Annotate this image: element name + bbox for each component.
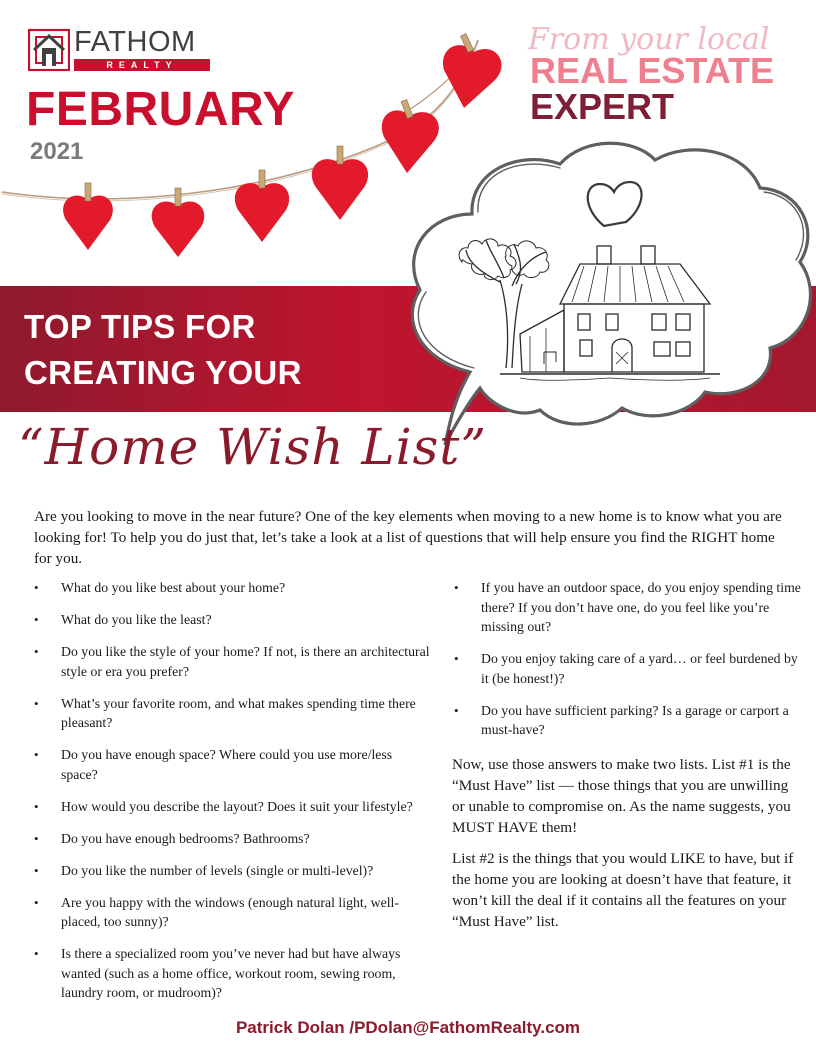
list-item: • Do you have enough space? Where could you use more/less space?: [32, 745, 432, 784]
intro-paragraph: Are you looking to move in the near future? One of the key elements when moving to a new home is to know what you are looking for! To help you do just that, let’s take a look at a list of questions that will help ensure you find the RIGHT home for you.: [34, 508, 782, 567]
expert-script-text: From your local: [528, 22, 770, 57]
list-item: • If you have an outdoor space, do you enjoy spending time there? If you don’t have one, do you feel like you’re missing out?: [452, 578, 804, 637]
must-have-paragraph: Now, use those answers to make two lists. List #1 is the “Must Have” list — those things that you are unwilling or unable to compromise on. As the name suggests, you MUST HAVE them!: [452, 755, 791, 836]
list-item: • What’s your favorite room, and what makes spending time there pleasant?: [32, 694, 432, 733]
list-item: • Do you have sufficient parking? Is a garage or carport a must-have?: [452, 701, 804, 740]
banner-title-line2: CREATING YOUR: [24, 354, 302, 391]
brand-name: FATHOM: [74, 26, 196, 58]
expert-heading-line2: EXPERT: [530, 86, 675, 127]
nice-to-have-paragraph: List #2 is the things that you would LIKE to have, but if the home you are looking at doesn’t have that feature, it won’t kill the deal if it contains all the features on your “Must Have” list.: [452, 849, 794, 930]
year-heading: 2021: [30, 138, 84, 165]
list-item: • Is there a specialized room you’ve never had but have always wanted (such as a home office, workout room, sewing room, laundry room, or mudroom)?: [32, 944, 432, 1003]
list-item: • Do you like the style of your home? If not, is there an architectural style or era you prefer?: [32, 642, 432, 681]
list-item: • How would you describe the layout? Does it suit your lifestyle?: [32, 797, 432, 817]
right-column: [452, 578, 804, 942]
list-item: • What do you like the least?: [32, 610, 432, 630]
left-column: [32, 578, 432, 1015]
fathom-logo-icon: [28, 28, 70, 72]
list-item: • Do you like the number of levels (single or multi-level)?: [32, 861, 432, 881]
wish-list-title: “Home Wish List”: [18, 418, 487, 476]
list-item: • Do you enjoy taking care of a yard… or feel burdened by it (be honest!)?: [452, 649, 804, 688]
month-heading: FEBRUARY: [26, 83, 295, 136]
left-bullet-list: [32, 578, 432, 1003]
list-item: • Are you happy with the windows (enough natural light, well-placed, too sunny)?: [32, 893, 432, 932]
list-item: • What do you like best about your home?: [32, 578, 432, 598]
fathom-logo: [28, 28, 210, 74]
banner-title-line1: TOP TIPS FOR: [24, 308, 256, 345]
right-bullet-list: [452, 578, 804, 740]
list-explanation: [452, 754, 804, 932]
list-item: • Do you have enough bedrooms? Bathrooms?: [32, 829, 432, 849]
brand-subtitle: REALTY: [74, 59, 210, 71]
agent-contact-footer: Patrick Dolan /PDolan@FathomRealty.com: [235, 1018, 581, 1037]
expert-heading-line1: REAL ESTATE: [530, 50, 775, 91]
